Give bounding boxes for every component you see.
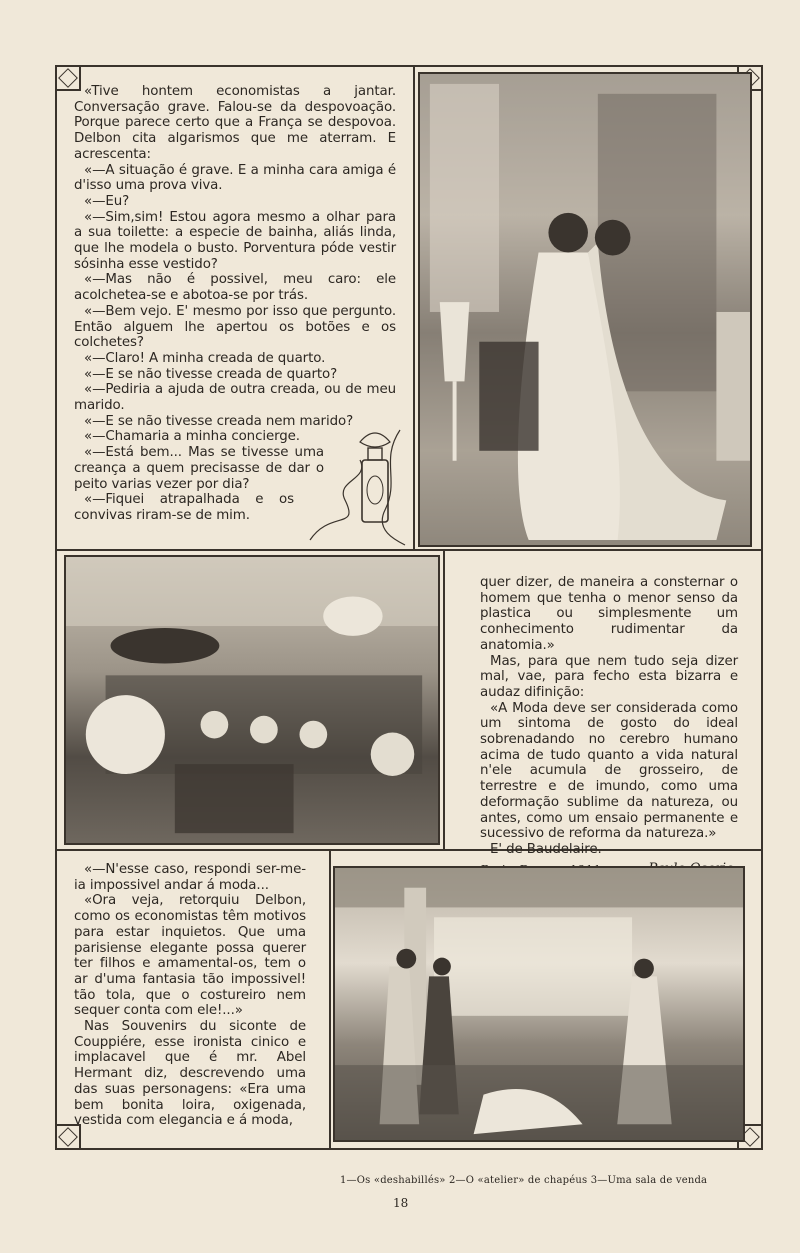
column-divider bbox=[443, 549, 445, 849]
paragraph: «—Sim,sim! Estou agora mesmo a olhar para a sua toilette: a especie de bainha, aliás linda, que lhe modela o busto. Porventura póde vestir sósinha esse vestido? bbox=[74, 209, 396, 272]
paragraph: «—Está bem... Mas se tivesse uma creança a quem precisasse de dar o peito varias vezer por dia? bbox=[74, 445, 324, 492]
paragraph: Nas Souvenirs du siconte de Couppiére, esse ironista cinico e implacavel que é mr. Abel Hermant diz, descrevendo uma das suas personagens: «Era uma bem bonita loira, oxigenada, vestida com elegancia e á moda, bbox=[74, 1019, 306, 1129]
paragraph: «—Mas não é possivel, meu caro: ele acolchetea-se e abotoa-se por trás. bbox=[74, 272, 396, 304]
paragraph: «—A situação é grave. E a minha cara amiga é d'isso uma prova viva. bbox=[74, 162, 396, 194]
paragraph: «—E se não tivesse creada nem marido? bbox=[84, 413, 354, 429]
paragraph: «—Fiquei atrapalhada e os convivas riram-se de mim. bbox=[74, 492, 294, 523]
paragraph: E' de Baudelaire. bbox=[490, 841, 602, 857]
page-number: 18 bbox=[393, 1196, 409, 1210]
photo-caption: 1—Os «deshabillés» 2—O «atelier» de chapéus 3—Uma sala de venda bbox=[340, 1175, 708, 1186]
column-divider bbox=[329, 849, 331, 1149]
paragraph: «—E se não tivesse creada de quarto? bbox=[84, 366, 338, 382]
photo-deshabilles bbox=[418, 72, 752, 547]
paragraph: Mas, para que nem tudo seja dizer mal, vae, para fecho esta bizarra e audaz difinição: bbox=[480, 653, 738, 700]
paragraph: «A Moda deve ser considerada como um sintoma de gosto do ideal sobrenadando no cerebro humano acima de tudo quanto a vida natural n'ele acumula de grosseiro, de terrestre e de imundo, como uma deformação sublime da natureza, ou antes, como um ensaio permanente e sucessivo de reforma da natureza.» bbox=[480, 700, 738, 842]
paragraph: «—N'esse caso, respondi ser-me-ia impossivel andar á moda... bbox=[74, 862, 306, 893]
photo-sala-de-venda bbox=[333, 866, 745, 1142]
paragraph: «Ora veja, retorquiu Delbon, como os economistas têm motivos para estar inquietos. Que uma parisiense elegante possa querer ter filhos e amamental-os, tem o ar d'uma fantasia tão impossivel! tão tola, que o costureiro nem sequer conta com ele!...» bbox=[74, 893, 306, 1019]
row-divider bbox=[55, 549, 763, 551]
column-divider bbox=[413, 65, 415, 550]
paragraph: quer dizer, de maneira a consternar o homem que tenha o menor senso da plastica ou simplesmente um conhecimento rudimentar da anatomia.» bbox=[480, 575, 738, 653]
paragraph: «—Chamaria a minha concierge. bbox=[84, 429, 300, 445]
perfume-bottle-ornament-icon bbox=[300, 420, 410, 548]
paragraph: «—Bem vejo. E' mesmo por isso que pergunto. Então alguem lhe apertou os botões e os colchetes? bbox=[74, 303, 396, 351]
article-text-column-3 bbox=[74, 862, 306, 1129]
paragraph: «—Pediria a ajuda de outra creada, ou de meu marido. bbox=[74, 382, 396, 414]
paragraph: «—Eu? bbox=[84, 193, 130, 209]
article-text-column-2 bbox=[480, 575, 738, 877]
paragraph: «—Claro! A minha creada de quarto. bbox=[84, 350, 326, 366]
paragraph: «Tive hontem economistas a jantar. Conversação grave. Falou-se da despovoação. Porque parece certo que a França se despovoa. Delbon cita algarismos que me aterram. E acrescenta: bbox=[74, 84, 396, 162]
photo-atelier-chapeus bbox=[64, 555, 440, 845]
